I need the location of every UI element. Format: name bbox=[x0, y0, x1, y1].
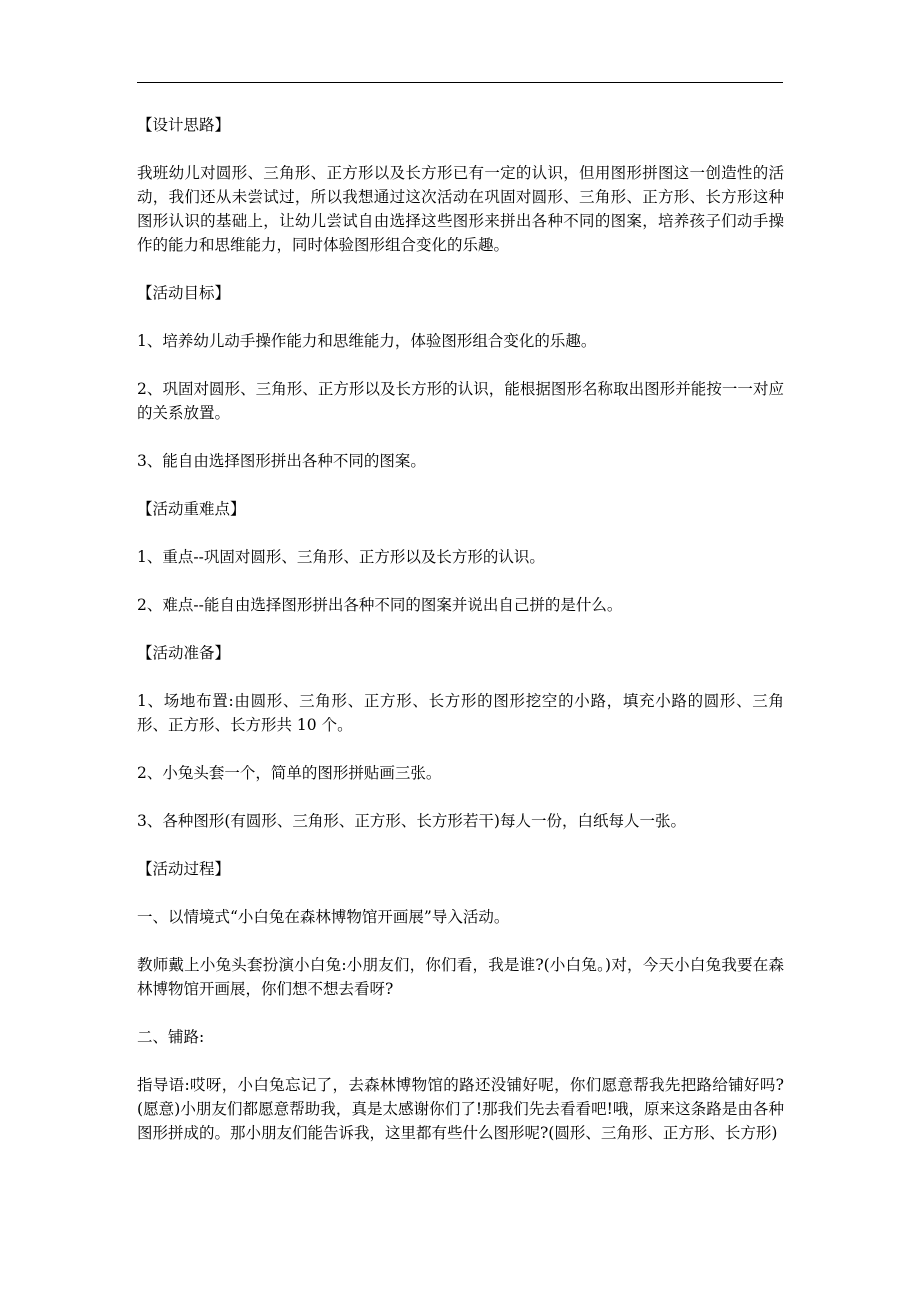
paragraph: 我班幼儿对圆形、三角形、正方形以及长方形已有一定的认识，但用图形拼图这一创造性的活动，我们还从未尝试过，所以我想通过这次活动在巩固对圆形、三角形、正方形、长方形这种图形认识的基础上，让幼儿尝试自由选择这些图形来拼出各种不同的图案，培养孩子们动手操作的能力和思维能力，同时体验图形组合变化的乐趣。 bbox=[137, 164, 784, 254]
document-body bbox=[137, 113, 784, 1169]
heading-process: 【活动过程】 bbox=[137, 860, 231, 878]
list-item: 2、巩固对圆形、三角形、正方形以及长方形的认识，能根据图形名称取出图形并能按一一对应的关系放置。 bbox=[137, 380, 784, 422]
list-item: 1、重点--巩固对圆形、三角形、正方形以及长方形的认识。 bbox=[137, 548, 545, 566]
list-item: 3、能自由选择图形拼出各种不同的图案。 bbox=[137, 452, 426, 470]
list-item: 1、场地布置:由圆形、三角形、正方形、长方形的图形挖空的小路，填充小路的圆形、三角形、正方形、长方形共 10 个。 bbox=[137, 692, 784, 734]
paragraph: 教师戴上小兔头套扮演小白兔:小朋友们，你们看，我是谁?(小白兔。)对，今天小白兔我要在森林博物馆开画展，你们想不想去看呀? bbox=[137, 956, 784, 998]
heading-key-points: 【活动重难点】 bbox=[137, 500, 246, 518]
list-item: 2、难点--能自由选择图形拼出各种不同的图案并说出自己拼的是什么。 bbox=[137, 596, 623, 614]
list-item: 3、各种图形(有圆形、三角形、正方形、长方形若干)每人一份，白纸每人一张。 bbox=[137, 812, 686, 830]
header-rule bbox=[137, 82, 783, 83]
paragraph: 一、以情境式“小白兔在森林博物馆开画展”导入活动。 bbox=[137, 908, 510, 926]
heading-preparation: 【活动准备】 bbox=[137, 644, 231, 662]
heading-activity-goals: 【活动目标】 bbox=[137, 284, 231, 302]
paragraph: 二、铺路: bbox=[137, 1028, 205, 1046]
paragraph: 指导语:哎呀，小白兔忘记了，去森林博物馆的路还没铺好呢，你们愿意帮我先把路给铺好吗?(愿意)小朋友们都愿意帮助我，真是太感谢你们了!那我们先去看看吧!哦，原来这条路是由各种图形拼成的。那小朋友们能告诉我，这里都有些什么图形呢?(圆形、三角形、正方形、长方形) bbox=[137, 1076, 784, 1142]
list-item: 2、小兔头套一个，简单的图形拼贴画三张。 bbox=[137, 764, 442, 782]
list-item: 1、培养幼儿动手操作能力和思维能力，体验图形组合变化的乐趣。 bbox=[137, 332, 597, 350]
heading-design-idea: 【设计思路】 bbox=[137, 116, 231, 134]
